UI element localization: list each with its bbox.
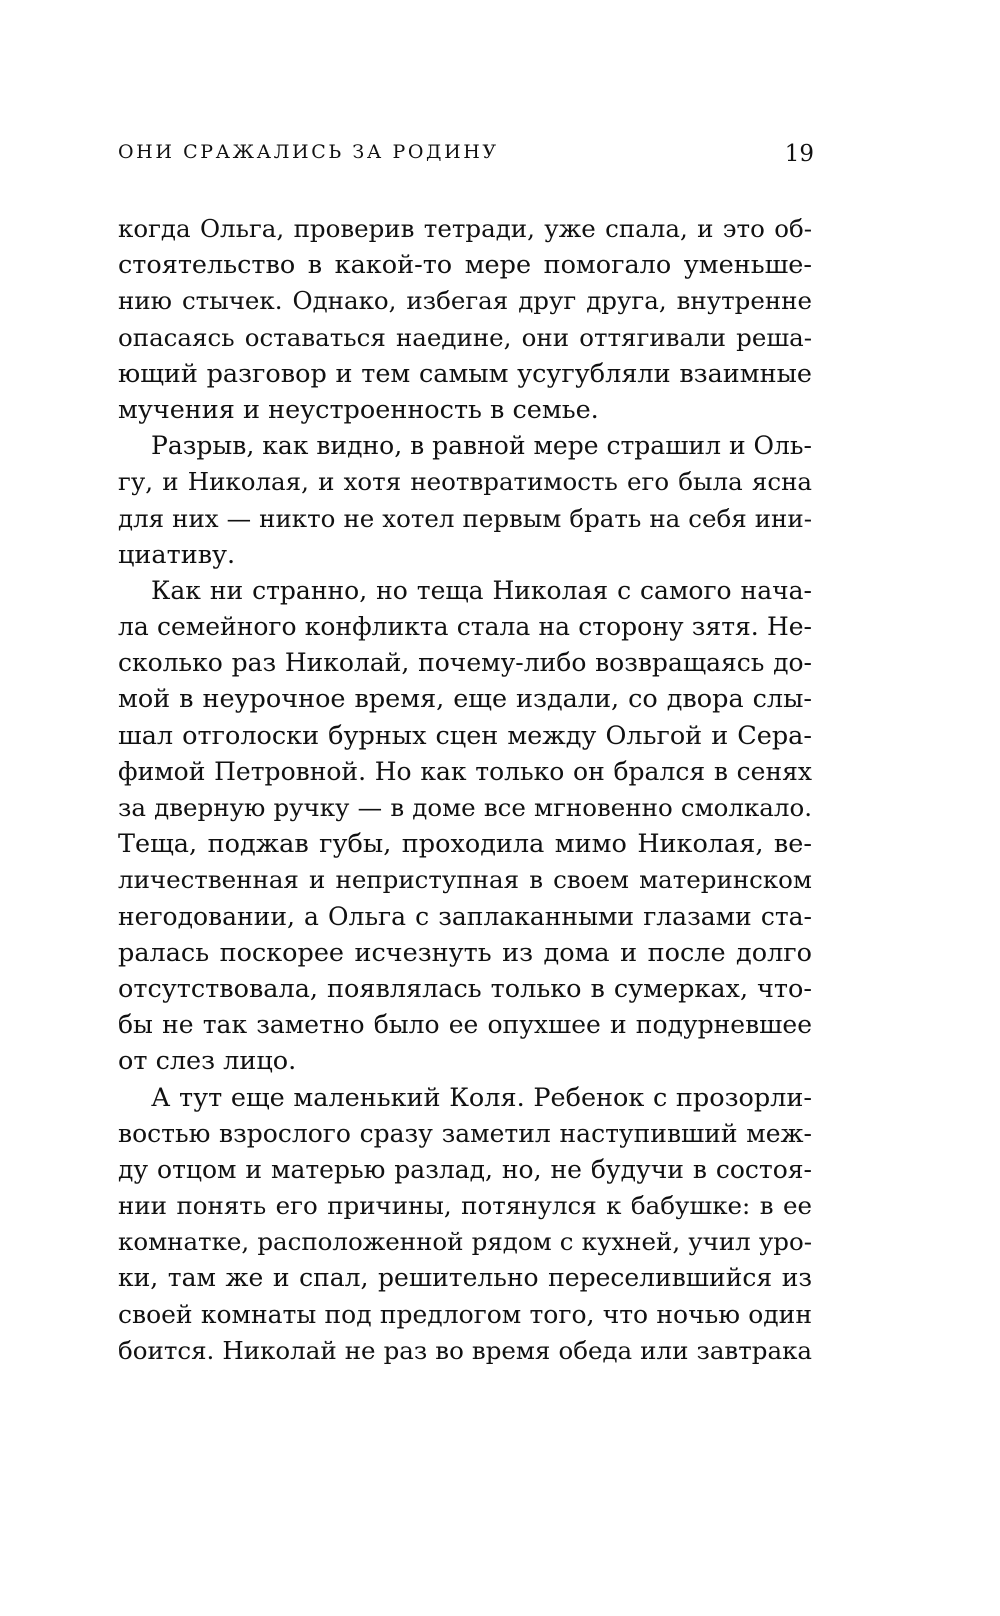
text-line: нию стычек. Однако, избегая друг друга, внутренне: [118, 286, 812, 316]
text-line: бы не так заметно было ее опухшее и подурневшее: [118, 1010, 812, 1040]
text-line: ралась поскорее исчезнуть из дома и после долго: [118, 937, 812, 968]
text-line: мучения и неустроенность в семье.: [118, 394, 599, 425]
text-line: опасаясь оставаться наедине, они оттягивали реша-: [118, 322, 812, 352]
text-line: стоятельство в какой-то мере помогало уменьше-: [118, 250, 812, 281]
text-line: Теща, поджав губы, проходила мимо Николая, ве-: [118, 829, 812, 860]
text-line: сколько раз Николай, почему-либо возвращаясь до-: [118, 648, 812, 678]
text-line: своей комнаты под предлогом того, что ночью один: [118, 1299, 812, 1329]
text-line: Разрыв, как видно, в равной мере страшил и Оль-: [151, 431, 812, 461]
text-line: ки, там же и спал, решительно переселившийся из: [118, 1263, 812, 1293]
text-line: ла семейного конфликта стала на сторону зятя. Не-: [118, 612, 812, 642]
text-line: циативу.: [118, 539, 236, 570]
text-line: личественная и неприступная в своем материнском: [118, 865, 812, 895]
text-line: мой в неурочное время, еще издали, со двора слы-: [118, 684, 812, 715]
text-line: востью взрослого сразу заметил наступивший меж-: [118, 1118, 812, 1148]
running-title: ОНИ СРАЖАЛИСЬ ЗА РОДИНУ: [118, 141, 499, 163]
body-text: [118, 211, 812, 1369]
text-line: нии понять его причины, потянулся к бабушке: в ее: [118, 1191, 812, 1221]
text-line: негодовании, а Ольга с заплаканными глазами ста-: [118, 901, 812, 931]
text-line: А тут еще маленький Коля. Ребенок с прозорли-: [151, 1082, 812, 1113]
text-line: когда Ольга, проверив тетради, уже спала, и это об-: [118, 214, 812, 243]
text-line: за дверную ручку — в доме все мгновенно смолкало.: [118, 793, 812, 822]
text-line: шал отголоски бурных сцен между Ольгой и Сера-: [118, 720, 812, 751]
text-line: гу, и Николая, и хотя неотвратимость его была ясна: [118, 467, 812, 497]
text-line: ющий разговор и тем самым усугубляли взаимные: [118, 358, 812, 389]
text-line: боится. Николай не раз во время обеда или завтрака: [118, 1335, 812, 1365]
text-line: фимой Петровной. Но как только он брался в сенях: [118, 756, 812, 786]
text-line: от слез лицо.: [118, 1046, 297, 1077]
text-line: ду отцом и матерью разлад, но, не будучи в состоя-: [118, 1154, 812, 1184]
text-line: Как ни странно, но теща Николая с самого нача-: [151, 575, 812, 605]
text-line: отсутствовала, появлялась только в сумерках, что-: [118, 973, 812, 1004]
page-number: 19: [784, 141, 814, 167]
text-line: комнатке, расположенной рядом с кухней, учил уро-: [118, 1227, 812, 1257]
text-line: для них — никто не хотел первым брать на себя ини-: [118, 503, 812, 533]
